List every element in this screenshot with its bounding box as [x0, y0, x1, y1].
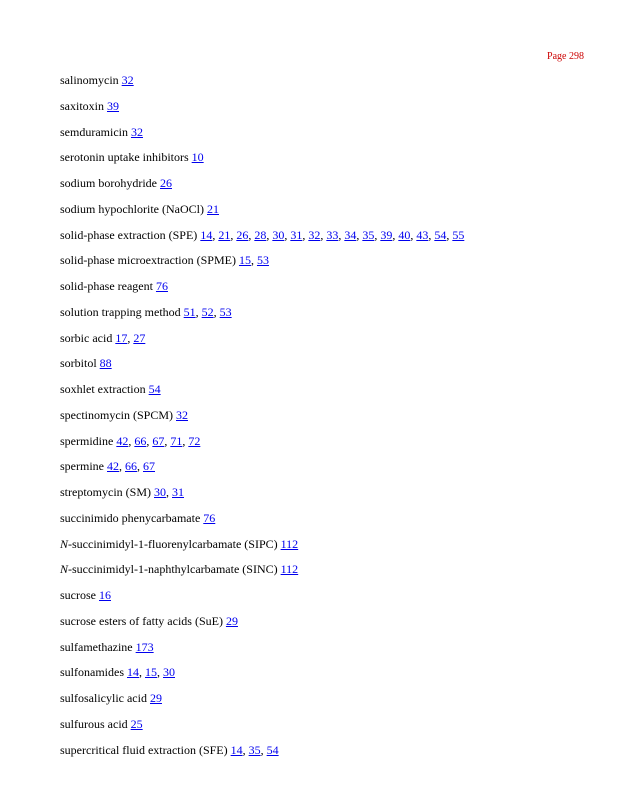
index-entry	[60, 510, 620, 536]
index-term-text: sorbitol	[60, 356, 97, 371]
index-term	[60, 125, 128, 139]
page-number: Page 298	[547, 51, 584, 62]
index-term	[60, 691, 147, 705]
index-term-text: solution trapping method	[60, 304, 181, 319]
page-link[interactable]: 26	[160, 176, 172, 190]
page-link[interactable]: 32	[130, 124, 143, 139]
index-entry	[60, 561, 620, 587]
page-link[interactable]: 21	[206, 201, 219, 216]
index-term-text: solid-phase reagent	[60, 279, 153, 293]
index-entry	[60, 587, 620, 613]
page-link[interactable]: 51	[183, 304, 196, 319]
index-term	[60, 99, 104, 113]
index-entry: solution trapping method 51, 52, 53	[60, 304, 232, 319]
index-term	[60, 331, 112, 345]
index-term-text: soxhlet extraction	[60, 382, 146, 396]
page-link[interactable]: 53	[256, 253, 269, 268]
page-link[interactable]: 34	[344, 227, 357, 242]
index-term-text: sorbic acid	[60, 330, 113, 345]
index-term	[60, 408, 173, 422]
index-entry	[60, 278, 620, 304]
index-entry	[60, 639, 620, 665]
index-term	[60, 150, 189, 164]
page-link[interactable]: 32	[121, 73, 134, 87]
index-term-text: -succinimidyl-1-fluorenylcarbamate (SIPC)	[68, 536, 278, 551]
index-term	[60, 459, 104, 473]
page-link[interactable]: 54	[148, 382, 161, 396]
index-term	[60, 665, 124, 679]
page-link[interactable]: 66	[125, 459, 137, 474]
index-entry: sulfonamides 14, 15, 30	[60, 665, 175, 680]
page-link[interactable]: 15	[145, 665, 157, 680]
index-term-text: sulfamethazine	[60, 639, 133, 654]
index-entry: solid-phase microextraction (SPME) 15, 53	[60, 253, 269, 268]
index-entry: spermine 42, 66, 67	[60, 459, 155, 474]
index-term	[60, 305, 181, 319]
page-link[interactable]: 112	[280, 536, 299, 551]
page-link[interactable]: 14	[127, 665, 139, 680]
page-link[interactable]: 26	[236, 227, 249, 242]
page-link[interactable]: 54	[266, 742, 279, 757]
index-term	[60, 588, 96, 602]
index-term-text: streptomycin (SM)	[60, 485, 151, 499]
page-link[interactable]: 27	[133, 330, 146, 345]
index-entry	[60, 124, 620, 150]
index-entry	[60, 613, 620, 639]
page-link[interactable]: 35	[248, 742, 261, 757]
index-term	[60, 434, 113, 448]
page-link[interactable]: 17	[115, 330, 128, 345]
index-entry	[60, 716, 620, 742]
index-term	[60, 537, 278, 551]
index-term-text: salinomycin	[60, 73, 119, 87]
index-term	[60, 640, 133, 654]
index-entry: solid-phase extraction (SPE) 14, 21, 26, 28, 30, 31, 32, 33, 34, 35, 39, 40, 43, 54, 55	[60, 227, 465, 242]
page-link[interactable]: 42	[107, 459, 119, 474]
page-link[interactable]: 32	[308, 227, 321, 242]
page-link[interactable]: 14	[230, 742, 243, 757]
index-term-text: -succinimidyl-1-naphthylcarbamate (SINC)	[68, 562, 278, 577]
page-link[interactable]: 28	[254, 227, 267, 242]
page-link[interactable]: 40	[398, 227, 411, 242]
index-term-prefix: N	[60, 562, 69, 577]
index-term-text: semduramicin	[60, 124, 128, 139]
index-entry	[60, 407, 620, 433]
index-term-text: saxitoxin	[60, 98, 104, 113]
page-link[interactable]: 15	[238, 253, 251, 268]
index-term-text: spermine	[60, 459, 104, 474]
page-link[interactable]: 88	[99, 356, 112, 371]
index-entry	[60, 536, 620, 562]
page-link[interactable]: 76	[155, 279, 168, 293]
index-term	[60, 485, 151, 499]
index-term-text: sulfurous acid	[60, 716, 128, 731]
index-entry: spermidine 42, 66, 67, 71, 72	[60, 433, 201, 448]
index-entry	[60, 98, 620, 124]
page-link[interactable]: 43	[416, 227, 429, 242]
page-link[interactable]: 66	[134, 433, 147, 448]
page-link[interactable]: 72	[188, 433, 201, 448]
page-link[interactable]: 42	[116, 433, 129, 448]
index-term	[60, 356, 97, 370]
index-entry: supercritical fluid extraction (SFE) 14, 35, 54	[60, 742, 279, 757]
page-link[interactable]: 31	[290, 227, 303, 242]
index-entry: sorbic acid 17, 27	[60, 330, 146, 345]
page-link[interactable]: 55	[452, 227, 465, 242]
index-term	[60, 614, 223, 628]
page-link[interactable]: 30	[154, 485, 166, 499]
index-term-text: spermidine	[60, 433, 114, 448]
index-term-text: sucrose	[60, 588, 96, 602]
page-link[interactable]: 25	[130, 716, 143, 731]
page-link[interactable]: 21	[218, 227, 231, 242]
page-link[interactable]: 67	[152, 433, 165, 448]
index-term-text: solid-phase microextraction (SPME)	[60, 253, 236, 268]
page-link[interactable]: 39	[107, 98, 119, 113]
index-term-text: solid-phase extraction (SPE)	[60, 227, 198, 242]
index-list	[60, 72, 620, 767]
page-link[interactable]: 33	[326, 227, 339, 242]
index-term	[60, 743, 228, 757]
index-term-text: sucrose esters of fatty acids (SuE)	[60, 613, 223, 628]
page-link[interactable]: 29	[149, 691, 162, 705]
page-link[interactable]: 30	[272, 227, 285, 242]
page-link[interactable]: 29	[225, 613, 238, 628]
index-term	[60, 228, 197, 242]
page-link[interactable]: 52	[201, 304, 214, 319]
page-link[interactable]: 173	[135, 639, 154, 654]
index-term	[60, 279, 153, 293]
page-link[interactable]: 32	[176, 407, 188, 422]
page-link[interactable]: 76	[203, 510, 216, 525]
index-term-prefix: N	[60, 536, 69, 551]
page-link[interactable]: 39	[380, 227, 393, 242]
index-term	[60, 202, 204, 216]
index-term	[60, 73, 119, 87]
index-term	[60, 253, 236, 267]
index-term-text: supercritical fluid extraction (SFE)	[60, 742, 228, 757]
index-term-text: spectinomycin (SPCM)	[60, 407, 173, 422]
index-term	[60, 562, 278, 576]
index-entry	[60, 201, 620, 227]
page-link[interactable]: 10	[191, 150, 204, 165]
page-link[interactable]: 16	[99, 588, 111, 602]
index-term-text: serotonin uptake inhibitors	[60, 150, 189, 165]
index-entry	[60, 72, 620, 98]
page-link[interactable]: 30	[163, 665, 175, 680]
index-term	[60, 717, 128, 731]
index-term-text: succinimido phenycarbamate	[60, 510, 201, 525]
index-entry	[60, 690, 620, 716]
page-link[interactable]: 54	[434, 227, 447, 242]
page-link[interactable]: 31	[172, 485, 184, 499]
index-term-text: sodium borohydride	[60, 176, 157, 190]
index-term-text: sulfonamides	[60, 665, 124, 680]
index-term	[60, 176, 157, 190]
index-entry: streptomycin (SM) 30, 31	[60, 485, 184, 499]
page-link[interactable]: 35	[362, 227, 375, 242]
index-entry	[60, 355, 620, 381]
page-link[interactable]: 14	[200, 227, 213, 242]
index-term	[60, 382, 146, 396]
page-link[interactable]: 67	[143, 459, 155, 474]
page-link[interactable]: 112	[280, 562, 299, 577]
index-entry	[60, 175, 620, 201]
page-link[interactable]: 53	[219, 304, 232, 319]
page-link[interactable]: 71	[170, 433, 183, 448]
index-term	[60, 511, 200, 525]
index-entry	[60, 149, 620, 175]
index-term-text: sulfosalicylic acid	[60, 691, 147, 705]
index-entry	[60, 381, 620, 407]
index-term-text: sodium hypochlorite (NaOCl)	[60, 201, 204, 216]
